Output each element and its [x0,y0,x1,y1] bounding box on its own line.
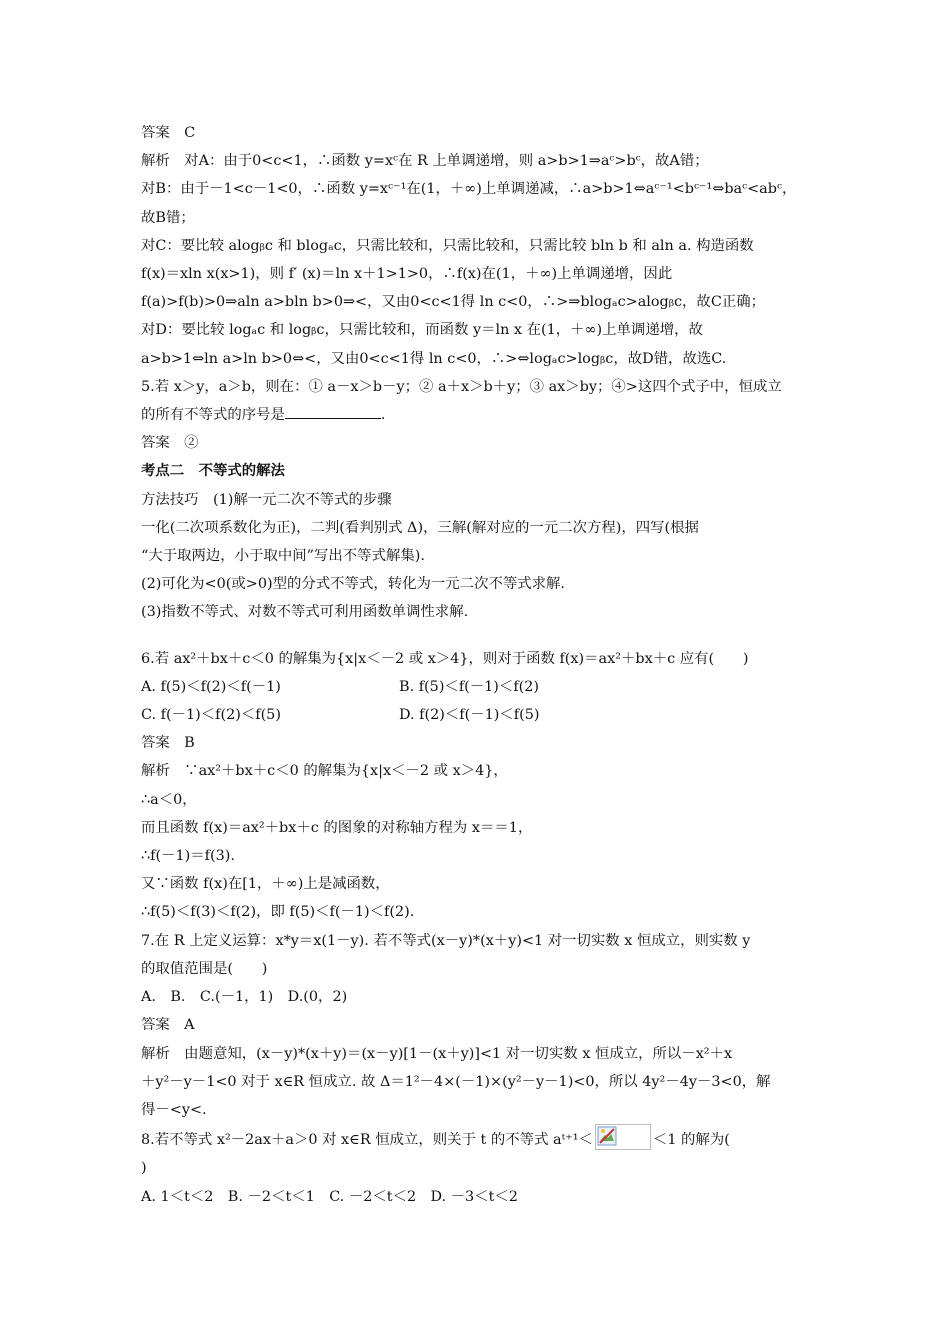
answer-6: 答案 B [141,735,195,752]
analysis-6-5: 又∵函数 f(x)在[1，＋∞)上是减函数， [141,876,390,893]
option-a: A. f(5)＜f(2)＜f(－1) [141,678,281,695]
analysis-6-6: ∴f(5)＜f(3)＜f(2)，即 f(5)＜f(－1)＜f(2). [141,904,415,921]
analysis-4-b-cont: 故B错； [141,209,195,226]
question-5-1: 5.若 x＞y，a＞b，则在：① a－x＞b－y；② a＋x＞b＋y；③ ax＞by；④>这四个式子中，恒成立 [141,378,782,395]
option-b: B. f(5)＜f(－1)＜f(2) [399,678,540,695]
answer-blank [285,404,381,419]
tip-2: (2)可化为<0(或>0)型的分式不等式，转化为一元二次不等式求解. [141,576,565,593]
section-heading: 考点二 不等式的解法 [141,462,285,480]
answer-7: 答案 A [141,1017,195,1034]
analysis-7-2: ＋y²－y－1<0 对于 x∈R 恒成立. 故 Δ＝1²－4×(－1)×(y²－y－1)<0，所以 4y²－4y－3<0，解 [141,1073,771,1090]
analysis-7-1: 解析 由题意知，(x－y)*(x＋y)＝(x－y)[1－(x＋y)]<1 对一切实数 x 恒成立，所以－x²＋x [141,1045,733,1062]
question-7-options: A. B. C.(－1，1) D.(0，2) [141,989,348,1006]
analysis-4-c-1: 对C：要比较 alogᵦc 和 blogₐc，只需比较和，只需比较和，只需比较 bln b 和 aln a. 构造函数 [141,237,754,254]
analysis-4-b: 对B：由于－1<c－1<0，∴函数 y=xᶜ⁻¹在(1，＋∞)上单调递减，∴a>b>1⇔aᶜ⁻¹<bᶜ⁻¹⇔baᶜ<abᶜ， [141,181,797,198]
option-c: C. f(－1)＜f(2)＜f(5) [141,707,281,724]
question-5-2 [141,401,821,429]
question-7-1: 7.在 R 上定义运算：x*y＝x(1－y). 若不等式(x－y)*(x＋y)<1 对一切实数 x 恒成立，则实数 y [141,932,751,949]
question-5-end: . [380,407,386,424]
tip-1-b: “大于取两边，小于取中间”写出不等式解集). [141,548,425,565]
question-8-text-b: ＜1 的解为( [652,1132,730,1149]
question-8-1 [141,1124,821,1154]
document-body [141,119,821,1211]
answer-4: 答案 C [141,125,196,141]
question-7-2: 的取值范围是( ) [141,960,268,977]
analysis-4-d-2: a>b>1⇔ln a>ln b>0⇔<，又由0<c<1得 ln c<0，∴>⇔logₐc>logᵦc，故D错，故选C. [141,350,727,367]
tip-1-a: 一化(二次项系数化为正)，二判(看判别式 Δ)，三解(解对应的一元二次方程)，四写(根据 [141,519,699,536]
answer-5: 答案 ② [141,435,199,452]
analysis-4-c-3: f(a)>f(b)>0⇒aln a>bln b>0⇒<，又由0<c<1得 ln c<0，∴>⇒blogₐc>alogᵦc，故C正确； [141,294,766,311]
question-8-2: ) [141,1160,147,1177]
analysis-4-a: 解析 对A：由于0<c<1，∴函数 y=xᶜ在 R 上单调递增，则 a>b>1⇒aᶜ>bᶜ，故A错； [141,153,709,170]
analysis-6-3: 而且函数 f(x)＝ax²＋bx＋c 的图象的对称轴方程为 x＝＝1， [141,819,533,836]
question-6-options-ab [141,673,821,701]
question-6-options-cd [141,701,821,729]
analysis-6-4: ∴f(－1)＝f(3). [141,848,235,865]
broken-image-icon [595,1124,651,1150]
tip-3: (3)指数不等式、对数不等式可利用函数单调性求解. [141,604,469,621]
analysis-4-d-1: 对D：要比较 logₐc 和 logᵦc，只需比较和，而函数 y＝ln x 在(1，＋∞)上单调递增，故 [141,322,703,339]
question-6: 6.若 ax²＋bx＋c＜0 的解集为{x|x＜－2 或 x＞4}，则对于函数 f(x)＝ax²＋bx＋c 应有( ) [141,650,749,667]
analysis-7-3: 得－<y<. [141,1101,207,1118]
question-8-options: A. 1＜t＜2 B. －2＜t＜1 C. －2＜t＜2 D. －3＜t＜2 [141,1188,518,1205]
analysis-4-c-2: f(x)＝xln x(x>1)，则 f′ (x)＝ln x＋1>1>0，∴f(x)在(1，＋∞)上单调递增，因此 [141,266,673,283]
analysis-6-1: 解析 ∵ax²＋bx＋c＜0 的解集为{x|x＜－2 或 x＞4}， [141,763,508,780]
question-8-text-a: 8.若不等式 x²－2ax＋a＞0 对 x∈R 恒成立，则关于 t 的不等式 aᵗ⁺¹＜ [141,1132,593,1149]
spacer [141,627,821,645]
option-d: D. f(2)＜f(－1)＜f(5) [399,707,540,724]
question-5-text: 的所有不等式的序号是 [141,407,285,424]
method-tips: 方法技巧 (1)解一元二次不等式的步骤 [141,491,392,508]
analysis-6-2: ∴a＜0， [141,791,197,808]
